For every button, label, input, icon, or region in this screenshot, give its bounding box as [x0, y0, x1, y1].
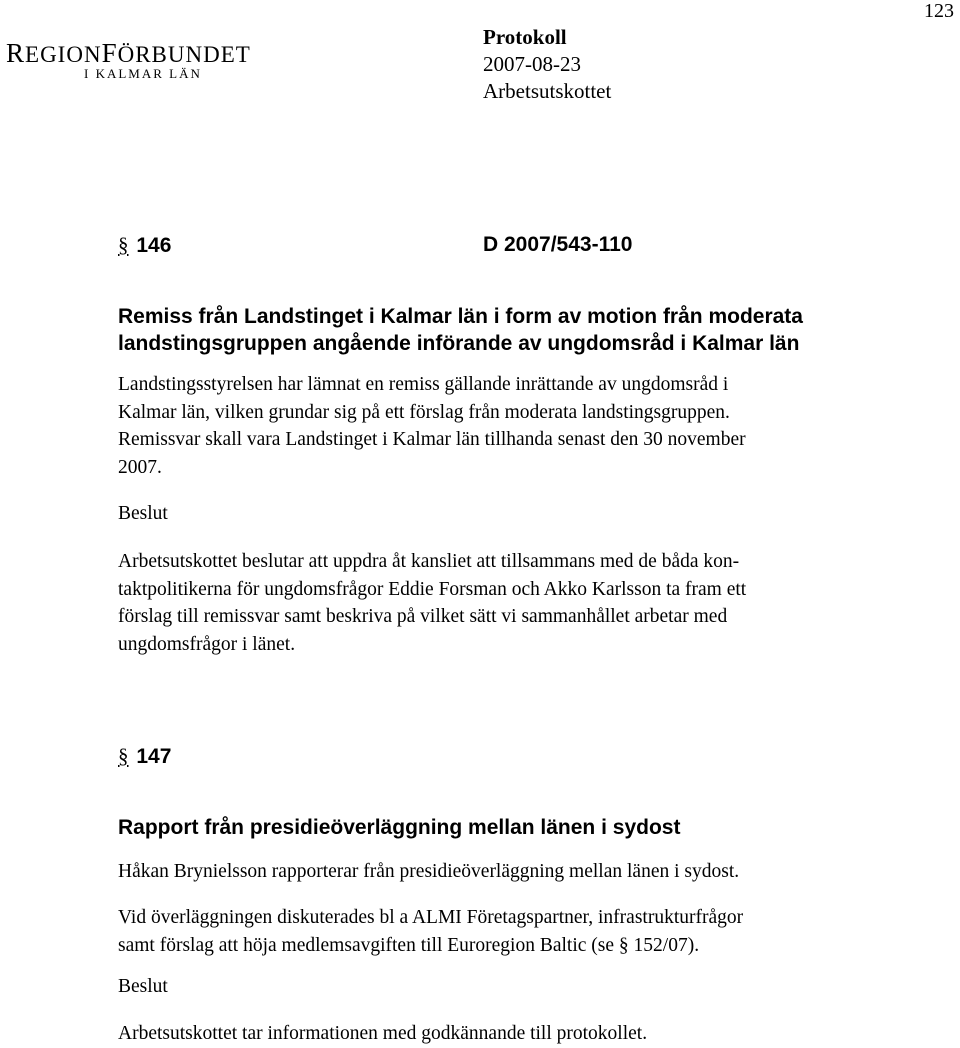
decision-line: Arbetsutskottet beslutar att uppdra åt kansliet att tillsammans med de båda kon- [118, 551, 740, 572]
para-line: Vid överläggningen diskuterades bl a ALMI Företagspartner, infrastrukturfrågor [118, 907, 744, 928]
decision-line: taktpolitikerna för ungdomsfrågor Eddie Forsman och Akko Karlsson ta fram ett [118, 578, 747, 600]
section-symbol: § [618, 934, 629, 956]
document-title: Protokoll [483, 25, 567, 49]
body-line: 2007. [118, 456, 162, 478]
section-147-heading: Rapport från presidieöverläggning mellan länen i sydost [118, 816, 681, 839]
logo-cap-f: F [101, 38, 118, 68]
section-146-reference: D 2007/543-110 [483, 233, 633, 256]
section-147-para1: Håkan Brynielsson rapporterar från presidieöverläggning mellan länen i sydost. [118, 861, 740, 882]
body-line: Remissvar skall vara Landstinget i Kalmar län tillhanda senast den 30 november [118, 429, 746, 450]
para-text: 152/07). [628, 934, 700, 956]
logo-main-text [6, 38, 251, 68]
page-number: 123 [924, 0, 954, 22]
heading-line: landstingsgruppen angående införande av ungdomsråd i Kalmar län [118, 332, 800, 355]
section-147-para2 [118, 904, 908, 959]
logo-subtitle: I KALMAR LÄN [84, 66, 202, 81]
section-symbol: § [118, 744, 129, 768]
section-146-body [118, 371, 908, 481]
logo-text-orbundet: ÖRBUNDET [117, 42, 251, 67]
logo-text-egion: EGION [25, 42, 102, 67]
section-146-decision-label: Beslut [118, 503, 168, 524]
body-line: Landstingsstyrelsen har lämnat en remiss gällande inrättande av ungdomsråd i [118, 374, 729, 395]
section-number: 147 [136, 745, 172, 768]
para-text: samt förslag att höja medlemsavgiften till Euroregion Baltic (se [118, 934, 619, 956]
decision-line: ungdomsfrågor i länet. [118, 633, 296, 655]
region-forbundet-logo [6, 38, 251, 82]
section-146-heading [118, 303, 803, 357]
section-146-decision [118, 548, 908, 658]
section-symbol: § [118, 233, 129, 257]
section-147-number [118, 744, 171, 769]
logo-cap-r: R [6, 38, 26, 68]
body-line: Kalmar län, vilken grundar sig på ett förslag från moderata landstingsgruppen. [118, 401, 730, 423]
decision-line: förslag till remissvar samt beskriva på vilket sätt vi sammanhållet arbetar med [118, 606, 728, 627]
section-146-number [118, 233, 171, 258]
section-147-decision-label: Beslut [118, 976, 168, 997]
section-147-decision: Arbetsutskottet tar informationen med godkännande till protokollet. [118, 1023, 648, 1044]
heading-line: Remiss från Landstinget i Kalmar län i form av motion från moderata [118, 305, 803, 328]
document-date: 2007-08-23 [483, 52, 581, 76]
para-line [118, 932, 908, 960]
document-header [483, 24, 611, 105]
document-committee: Arbetsutskottet [483, 79, 612, 103]
section-number: 146 [136, 234, 172, 257]
